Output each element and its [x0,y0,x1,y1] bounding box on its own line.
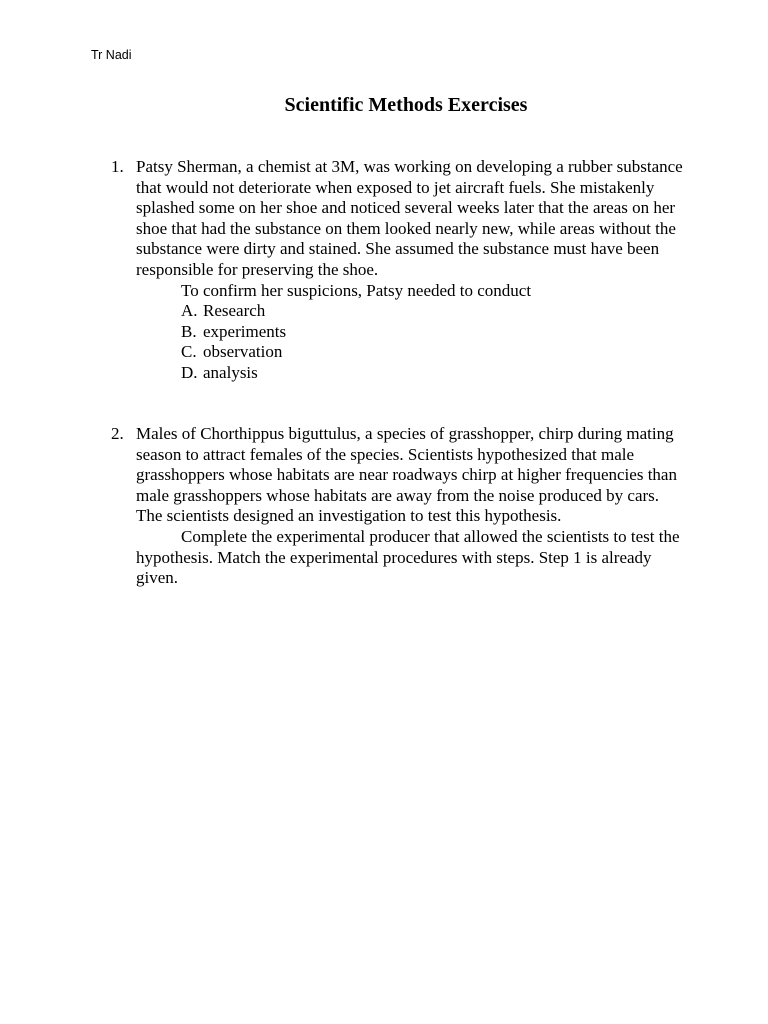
author-name: Tr Nadi [91,48,132,62]
option-letter: B. [181,321,197,341]
option-letter: A. [181,301,198,321]
answer-option-a [181,301,684,322]
question-number: 2. [111,424,124,443]
option-text: analysis [203,362,258,382]
question-prompt: Complete the experimental producer that allowed the scientists to test the hypothesis. Match the experimental procedures with steps. Step 1 is already given. [136,526,680,588]
question-text: Males of Chorthippus biguttulus, a species of grasshopper, chirp during mating season to attract females of the species. Scientists hypothesized that male grasshoppers whose habitats are near roadways chirp at higher frequencies than male grasshoppers whose habitats are away from the noise produced by cars. The scientists designed an investigation to test this hypothesis. [136,424,677,526]
answer-option-b [181,322,684,343]
question-text: Patsy Sherman, a chemist at 3M, was working on developing a rubber substance that would not deteriorate when exposed to jet aircraft fuels. She mistakenly splashed some on her shoe and noticed several weeks later that the areas on her shoe that had the substance on them looked nearly new, while areas without the substance were dirty and stained. She assumed the substance must have been responsible for preserving the shoe. [136,157,683,279]
option-text: Research [203,301,266,321]
question-prompt: To confirm her suspicions, Patsy needed to conduct [181,280,532,300]
option-letter: C. [181,342,197,362]
option-text: observation [203,342,283,362]
answer-options [136,301,684,383]
option-text: experiments [203,321,287,341]
answer-option-c [181,342,684,363]
question-1 [111,157,684,384]
document-title: Scientific Methods Exercises [284,94,528,116]
question-number: 1. [111,157,124,176]
option-letter: D. [181,362,198,382]
question-2 [111,424,684,589]
answer-option-d [181,363,684,384]
